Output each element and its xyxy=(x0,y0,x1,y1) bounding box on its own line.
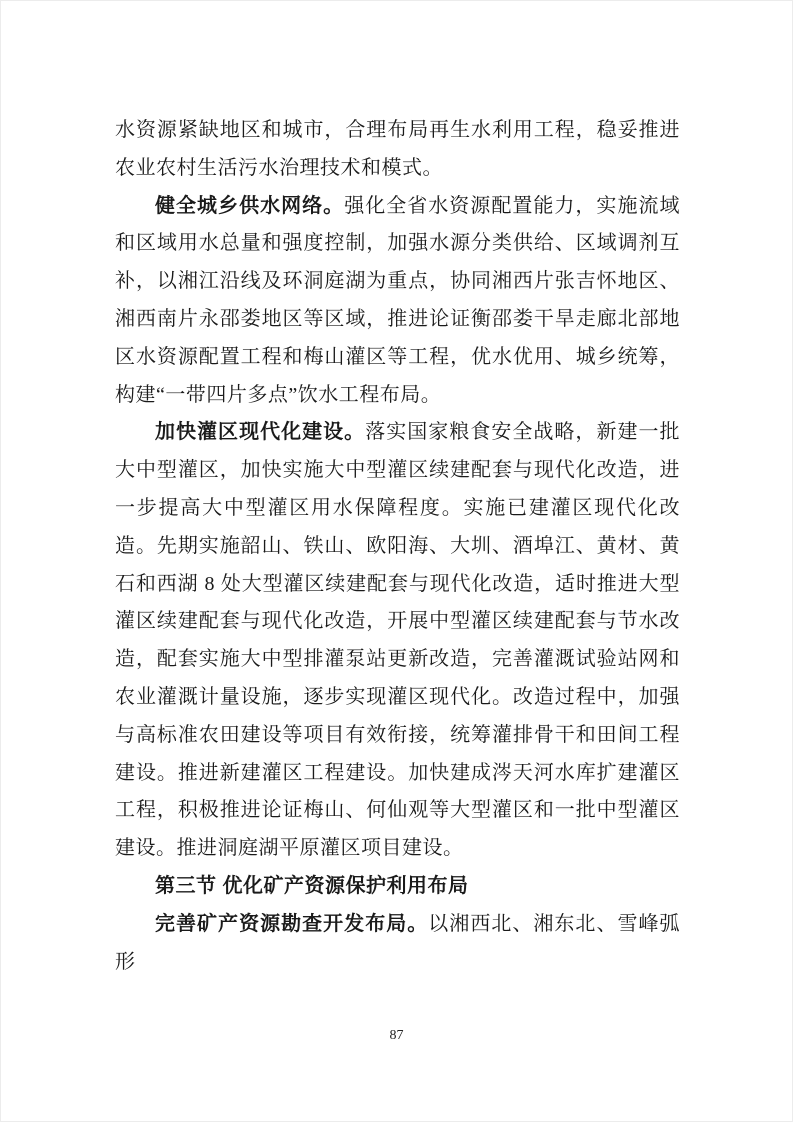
paragraph-irrigation-modernization-text: 落实国家粮食安全战略，新建一批大中型灌区，加快实施大中型灌区续建配套与现代化改造，进一步提高大中型灌区用水保障程度。实施已建灌区现代化改造。先期实施韶山、铁山、欧阳海、大圳、酒埠江、黄材、黄石和西湖 8 处大型灌区续建配套与现代化改造，适时推进大型灌区续建配套与现代化改造，开展中型灌区续建配套与节水改造，配套实施大中型排灌泵站更新改造，完善灌溉试验站网和农业灌溉计量设施，逐步实现灌区现代化。改造过程中，加强与高标准农田建设等项目有效衔接，统筹灌排骨干和田间工程建设。推进新建灌区工程建设。加快建成涔天河水库扩建灌区工程，积极推进论证梅山、何仙观等大型灌区和一批中型灌区建设。推进洞庭湖平原灌区项目建设。 xyxy=(115,421,681,860)
page-number: 87 xyxy=(389,1028,404,1043)
paragraph-irrigation-modernization-lead: 加快灌区现代化建设。 xyxy=(155,421,366,444)
document-body xyxy=(115,112,680,981)
paragraph-continuation xyxy=(115,112,680,188)
paragraph-continuation-text: 水资源紧缺地区和城市，合理布局再生水利用工程，稳妥推进农业农村生活污水治理技术和模式。 xyxy=(115,119,680,179)
paragraph-supply-network-text: 强化全省水资源配置能力，实施流域和区域用水总量和强度控制，加强水源分类供给、区域调剂互补，以湘江沿线及环洞庭湖为重点，协同湘西片张吉怀地区、湘西南片永邵娄地区等区域，推进论证衡邵娄干旱走廊北部地区水资源配置工程和梅山灌区等工程，优水优用、城乡统筹，构建“一带四片多点”饮水工程布局。 xyxy=(115,194,680,406)
paragraph-supply-network-lead: 健全城乡供水网络。 xyxy=(155,194,345,217)
paragraph-irrigation-modernization xyxy=(115,414,680,868)
section-heading: 第三节 优化矿产资源保护利用布局 xyxy=(155,874,469,897)
paragraph-mineral-resources-text: 以湘西北、湘东北、雪峰弧形 xyxy=(115,912,681,973)
paragraph-mineral-resources-lead: 完善矿产资源勘查开发布局。 xyxy=(155,912,429,935)
paragraph-mineral-resources xyxy=(115,906,680,982)
paragraph-supply-network xyxy=(115,188,680,415)
